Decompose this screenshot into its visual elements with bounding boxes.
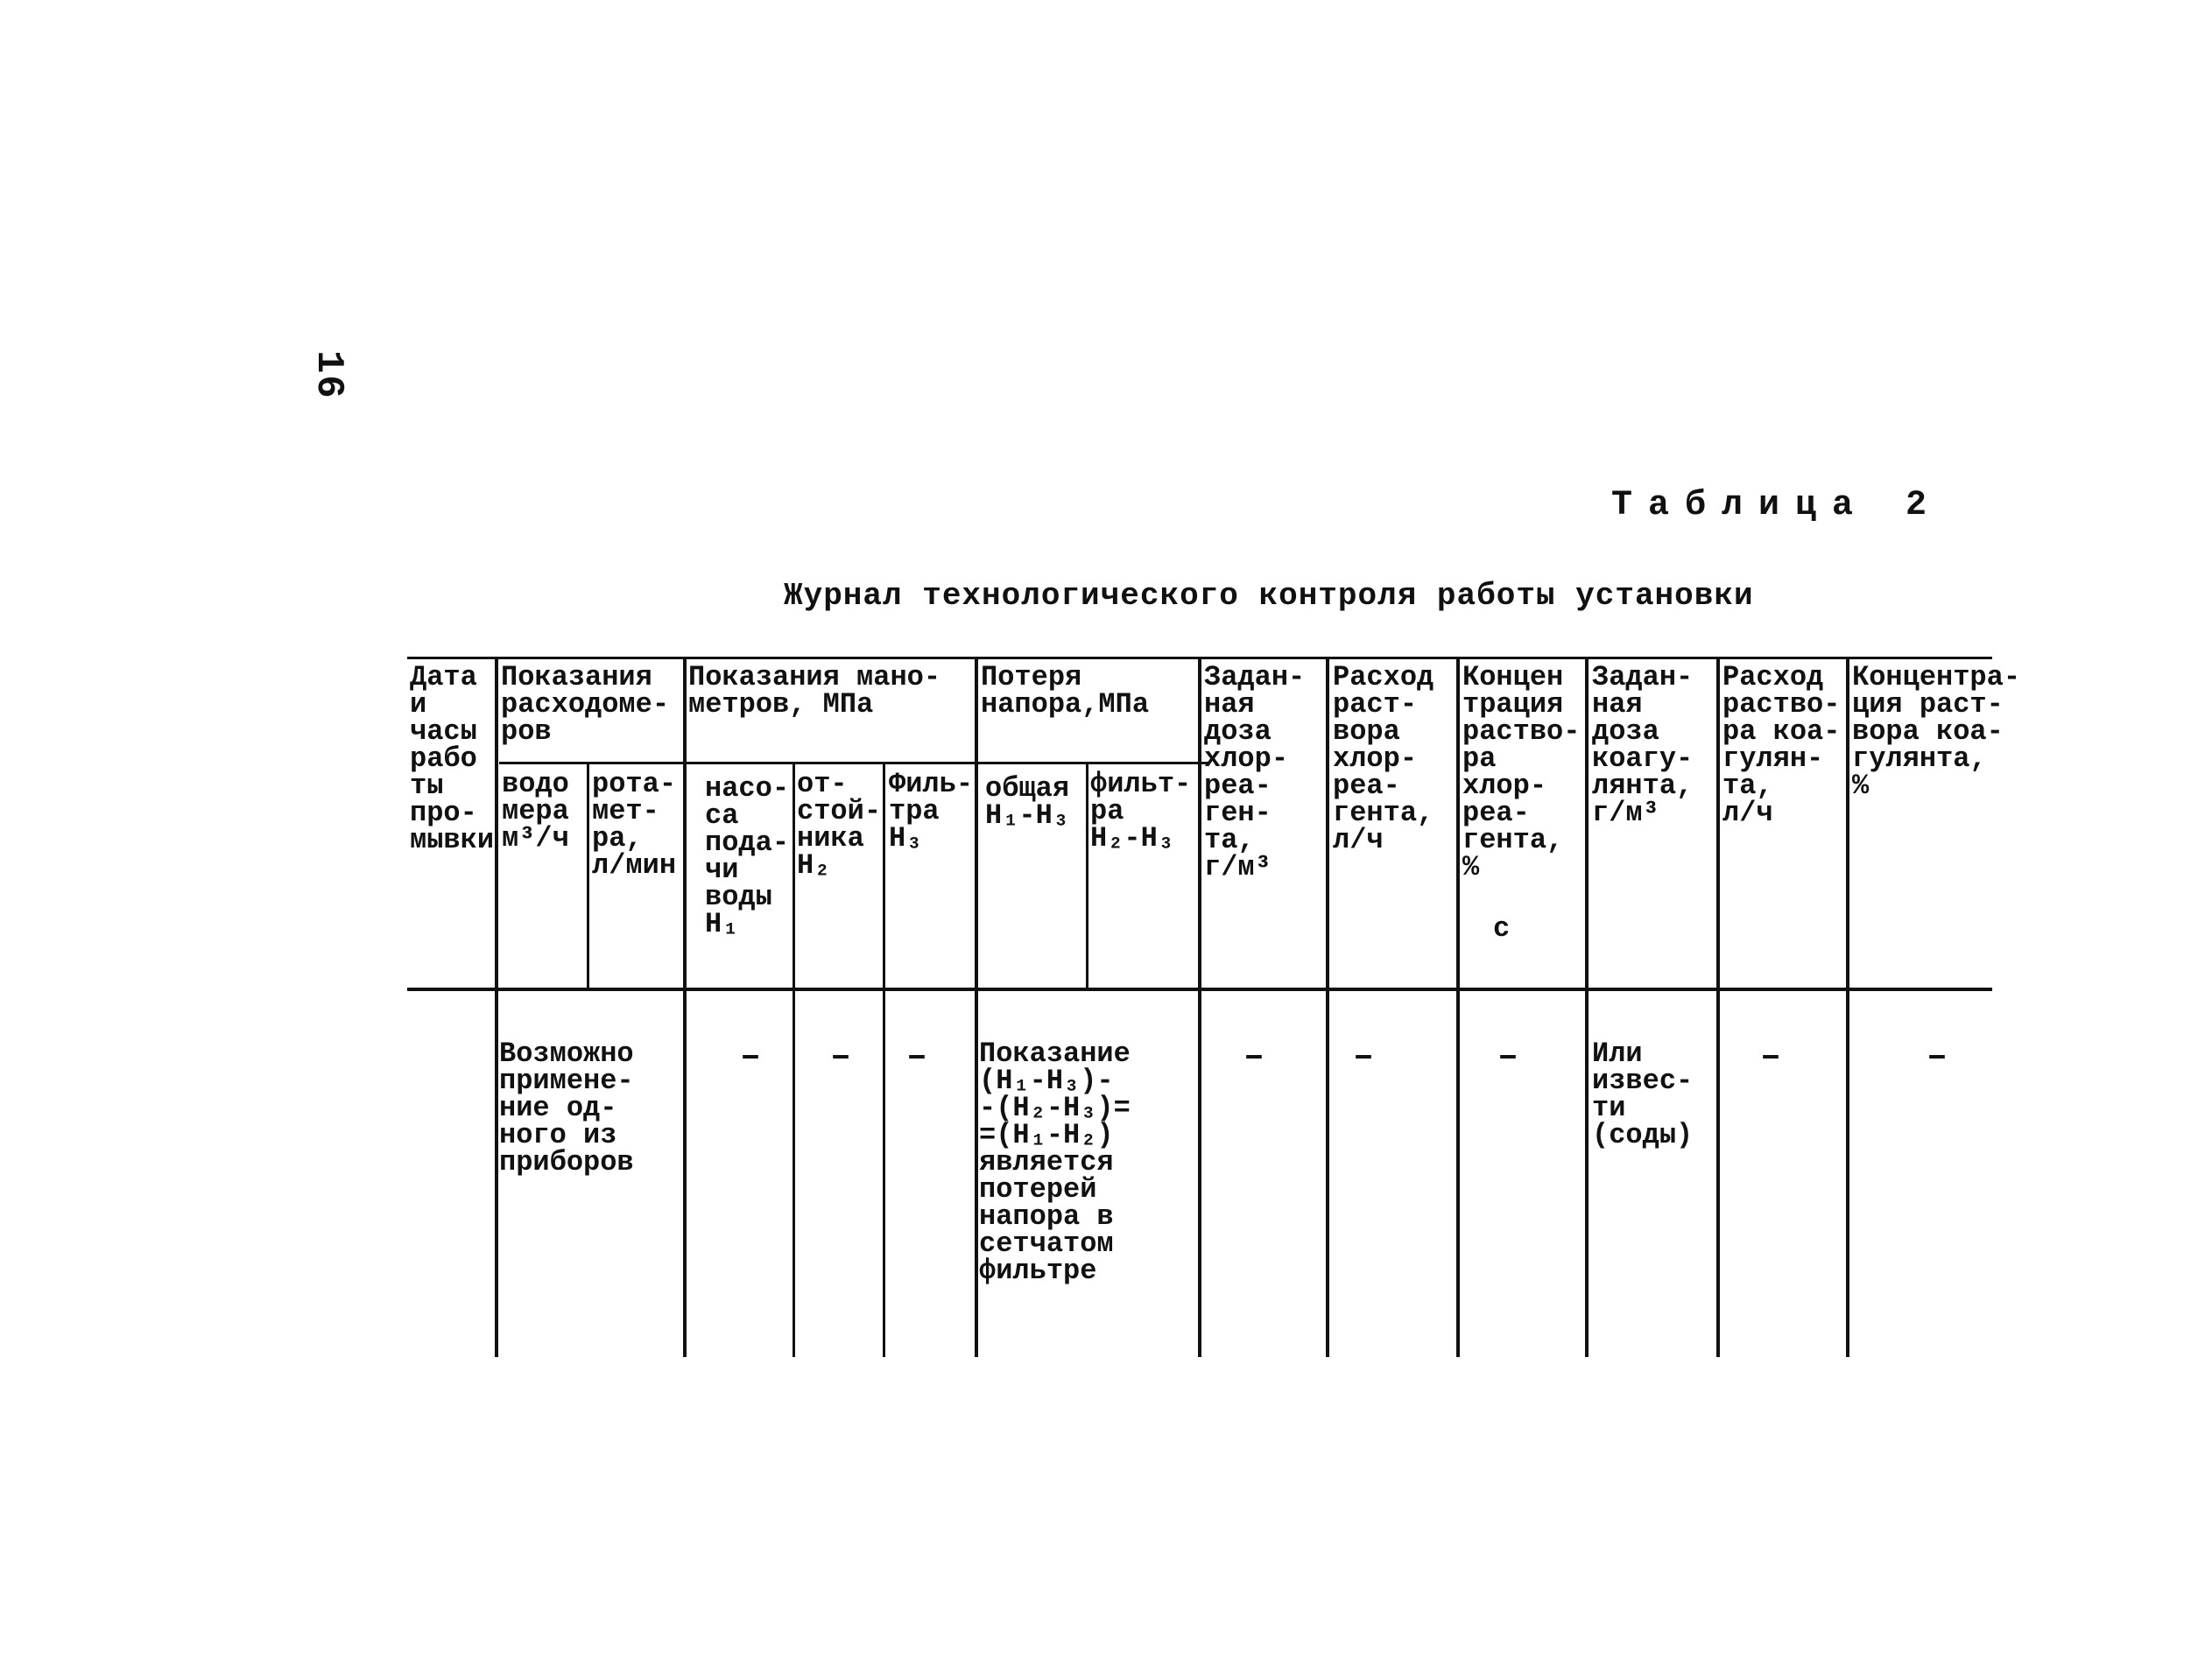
header-settler: от- стой- ника Н₂ <box>797 768 882 882</box>
header-chlorine-conc: Концен трация раство- ра хлор- реа- гента, % <box>1462 661 1581 883</box>
header-date: Дата и часы рабо ты про- мывки <box>410 661 495 856</box>
vline-4 <box>793 763 795 1357</box>
dash-pump: – <box>740 1038 762 1077</box>
page-number: 16 <box>306 350 350 400</box>
header-rotameter: рота- мет- ра, л/мин <box>592 768 677 882</box>
header-coagulant-conc: Концентра- ция раст- вора коа- гулянта, % <box>1852 661 2021 802</box>
dash-chlorine-dose: – <box>1243 1038 1265 1077</box>
note-coagulant: Или извес- ти (соды) <box>1592 1038 1694 1151</box>
vline-12 <box>1716 657 1720 1357</box>
dash-coagulant-flow: – <box>1760 1038 1782 1077</box>
header-chlorine-flow: Расход раст- вора хлор- реа- гента, л/ч <box>1333 661 1434 856</box>
vline-8 <box>1198 657 1201 1357</box>
header-coagulant-dose: Задан- ная доза коагу- лянта, г/м³ <box>1592 661 1694 829</box>
percent-c-mark: с <box>1493 912 1511 945</box>
dash-settler: – <box>830 1038 852 1077</box>
table-title: Журнал технологического контроля работы установки <box>784 578 1754 614</box>
dash-coagulant-conc: – <box>1927 1038 1948 1077</box>
header-total-loss: общая Н₁-Н₃ <box>985 772 1070 832</box>
header-coagulant-flow: Расход раство- ра коа- гулян- та, л/ч <box>1722 661 1841 829</box>
vline-6 <box>975 657 978 1357</box>
header-manometers: Показания мано- метров, МПа <box>688 661 941 721</box>
header-flowmeters: Показания расходоме- ров <box>501 661 670 748</box>
dash-filter: – <box>906 1038 928 1077</box>
vline-13 <box>1846 657 1849 1357</box>
table-label: Таблица 2 <box>1611 486 1943 525</box>
header-filter: Филь- тра Н₃ <box>889 768 974 855</box>
note-head-loss: Показание (Н₁-Н₃)- -(Н₂-Н₃)= =(Н₁-Н₂) является потерей напора в сетчатом фильтре <box>979 1038 1131 1287</box>
vline-11 <box>1585 657 1589 1357</box>
header-water-meter: водо мера м³/ч <box>502 768 569 855</box>
header-filter-loss: фильт- ра Н₂-Н₃ <box>1090 768 1192 855</box>
header-chlorine-dose: Задан- ная доза хлор- реа- ген- та, г/м³ <box>1204 661 1306 883</box>
header-head-loss: Потеря напора,МПа <box>981 661 1150 721</box>
vline-3 <box>683 657 687 1357</box>
vline-10 <box>1456 657 1460 1357</box>
dash-chlorine-flow: – <box>1353 1038 1375 1077</box>
header-pump: насо- са пода- чи воды Н₁ <box>705 772 790 940</box>
dash-chlorine-conc: – <box>1497 1038 1519 1077</box>
vline-9 <box>1326 657 1329 1357</box>
vline-7 <box>1086 763 1088 988</box>
vline-5 <box>883 763 885 1357</box>
subheader-rule-left <box>499 762 683 764</box>
vline-1 <box>495 657 498 1357</box>
vline-2 <box>587 763 589 988</box>
subheader-rule <box>683 762 1208 764</box>
note-flowmeter: Возможно примене- ние од- ного из приборов <box>499 1038 634 1178</box>
